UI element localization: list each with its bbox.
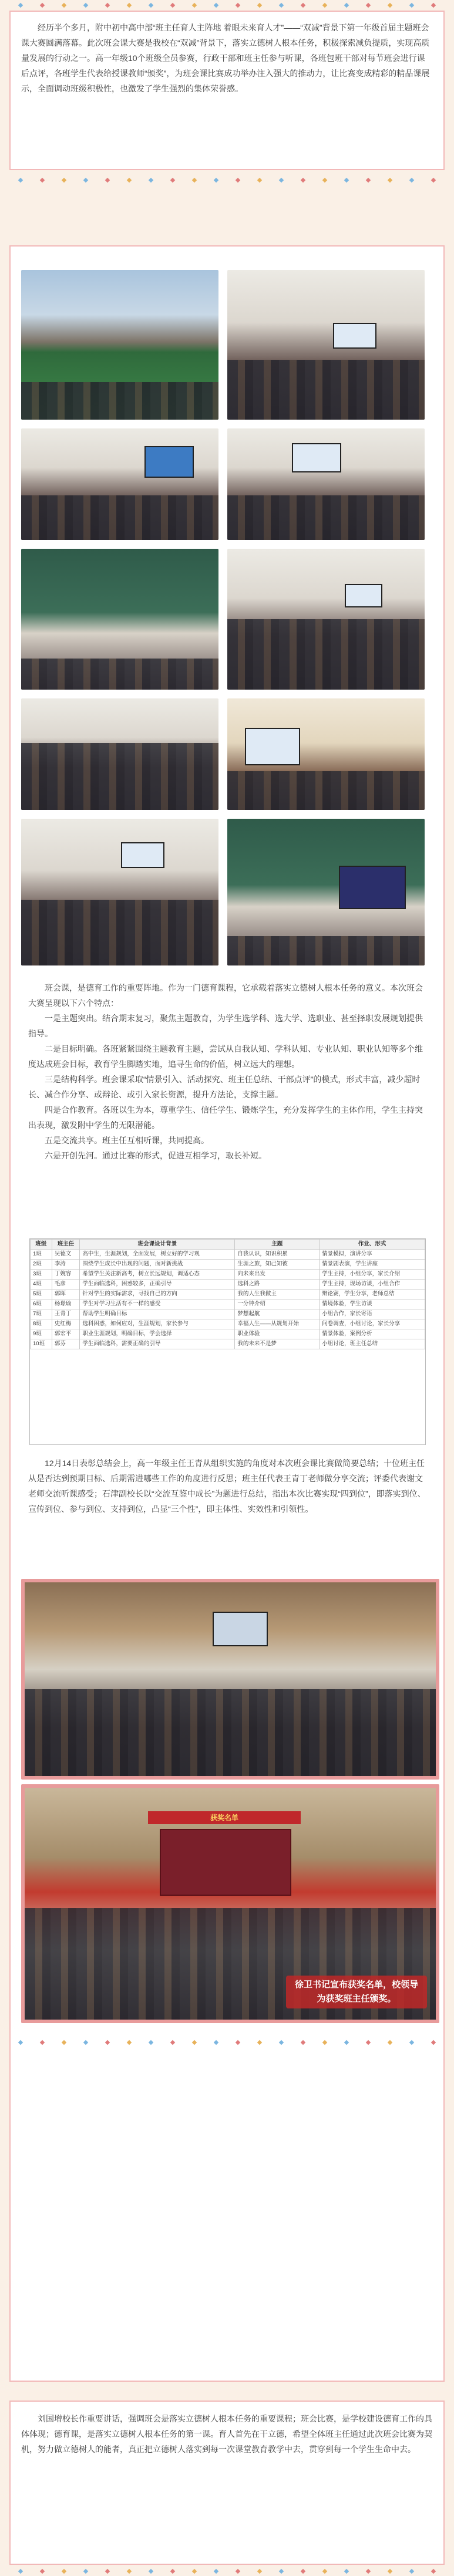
table-cell: 郭芬 (52, 1339, 80, 1349)
table-row (31, 1299, 425, 1309)
table-cell: 学生对学习生活有不一样的感受 (80, 1299, 235, 1309)
table-cell: 7班 (31, 1309, 52, 1319)
table-cell: 5班 (31, 1289, 52, 1299)
characteristic-6: 六是开创先河。通过比赛的形式，促进互相学习，取长补短。 (45, 1151, 267, 1160)
table-cell: 小组合作，家长寄语 (320, 1309, 425, 1319)
award-caption: 徐卫书记宣布获奖名单，校领导为获奖班主任颁奖。 (286, 1976, 427, 2008)
table-header-cell: 班会课设计背景 (80, 1240, 235, 1250)
divider-dots-top (9, 2, 445, 8)
photo-meeting-room (21, 1579, 439, 1780)
table-cell: 一分钟介绍 (235, 1299, 320, 1309)
schedule-table-container (29, 1238, 426, 1445)
table-header-cell: 班主任 (52, 1240, 80, 1250)
table-row (31, 1309, 425, 1319)
table-cell: 2班 (31, 1260, 52, 1270)
photo-classroom-7 (21, 819, 218, 965)
table-cell: 选科之路 (235, 1279, 320, 1289)
characteristic-1: 一是主题突出。结合期末复习，聚焦主题教育，为学生选学科、选大学、选职业、甚至择职发展规划提供指导。 (28, 1014, 423, 1038)
table-cell: 情景体验，案例分析 (320, 1329, 425, 1339)
table-row (31, 1260, 425, 1270)
table-cell: 10班 (31, 1339, 52, 1349)
photo-classroom-3 (227, 428, 425, 540)
table-cell: 小组讨论，班主任总结 (320, 1339, 425, 1349)
table-cell: 杨璟瑜 (52, 1299, 80, 1309)
table-cell: 职业体验 (235, 1329, 320, 1339)
table-cell: 吴德文 (52, 1250, 80, 1260)
table-cell: 情境体验，学生访谈 (320, 1299, 425, 1309)
table-cell: 幸福人生——从规划开始 (235, 1319, 320, 1329)
table-cell: 学生主持，现场访谈，小组合作 (320, 1279, 425, 1289)
table-cell: 学生面临选科，困惑较多，正确引导 (80, 1279, 235, 1289)
characteristic-3: 三是结构科学。班会课采取“情景引入、活动探究、班主任总结、干部点评”的模式，形式丰富，减少超时长、减合作分享、或辩论、或引入家长资源，提升方法论，支撑主题。 (28, 1075, 421, 1099)
table-cell: 职业生涯规划，明确目标，学会选择 (80, 1329, 235, 1339)
table-row (31, 1339, 425, 1349)
table-cell: 自我认识，知识积累 (235, 1250, 320, 1260)
table-cell: 辩论赛，学生分享，老师总结 (320, 1289, 425, 1299)
divider-dots-2 (9, 2040, 445, 2045)
divider-dots-bottom (9, 2568, 445, 2574)
intro-paragraph: 经历半个多月，附中初中高中部“班主任育人主阵地 着眼未来育人才”——“双减”背景下第一年级首届主题班会课大赛圆满落幕。此次班会课大赛是我校在“双减”背景下，落实立德树人根本任务，积极探索减负提质，实现高质量发展的行动之一。高一年级10个班级全员参赛，行政干部和班主任参与听课，各班包班干部对每节班会进行课后点评，各班学生代表给授课教师“颁奖”，为班会课比赛成功举办注入强大的推动力，让比赛变成精彩的精品课展示，全面调动班级积极性，也激发了学生强烈的集体荣誉感。 (21, 23, 430, 93)
photo-classroom-4 (227, 549, 425, 690)
photo-teacher-board (21, 549, 218, 690)
table-header-cell: 主题 (235, 1240, 320, 1250)
photo-classroom-1 (227, 270, 425, 420)
table-cell: 高中生，生涯规划，全面发展，树立好的学习观 (80, 1250, 235, 1260)
table-cell: 针对学生的实际需求，寻找自己的方向 (80, 1289, 235, 1299)
table-cell: 情景模拟，演讲分享 (320, 1250, 425, 1260)
table-cell: 丁婉容 (52, 1270, 80, 1279)
table-cell: 4班 (31, 1279, 52, 1289)
table-cell: 1班 (31, 1250, 52, 1260)
photo-outdoor-assembly (21, 270, 218, 420)
table-row (31, 1270, 425, 1279)
characteristic-4: 四是合作教育。各班以生为本，尊重学生、信任学生、锻炼学生，充分发挥学生的主体作用，学生主持突出表现，激发附中学生的无限潜能。 (28, 1105, 423, 1130)
divider-dots-1 (9, 177, 445, 183)
table-cell: 向未来出发 (235, 1270, 320, 1279)
table-cell: 史红梅 (52, 1319, 80, 1329)
table-cell: 生涯之旅，知己知彼 (235, 1260, 320, 1270)
characteristics-section (18, 980, 436, 1163)
table-cell: 帮助学生明确目标 (80, 1309, 235, 1319)
photo-classroom-8 (227, 819, 425, 965)
table-cell: 郭晖 (52, 1289, 80, 1299)
table-cell: 郭宏平 (52, 1329, 80, 1339)
intro-characteristics: 班会课，是德育工作的重要阵地。作为一门德育课程，它承载着落实立德树人根本任务的意义。本次班会大赛呈现以下六个特点： (28, 983, 423, 1008)
award-banner: 获奖名单 (148, 1811, 301, 1824)
table-row (31, 1289, 425, 1299)
table-cell: 学生主持，小组分享，家长介绍 (320, 1270, 425, 1279)
table-cell: 9班 (31, 1329, 52, 1339)
summary-section (18, 1456, 436, 1517)
table-cell: 学生面临选科，需要正确的引导 (80, 1339, 235, 1349)
photo-award-ceremony (21, 1784, 439, 2023)
table-row (31, 1250, 425, 1260)
summary-paragraph: 12月14日表彰总结会上，高一年级主任王青从组织实施的角度对本次班会课比赛做简要总结；十位班主任从是否达到预期目标、后期需进哪些工作的角度进行反思；班主任代表王青丁老师做分享交流；评委代表谢文老师交流听课感受；石津副校长以“交流互鉴中成长”为题进行总结，指出本次比赛实现“四到位”，即落实到位、宣传到位、参与到位、支持到位，凸显“三个性”，即主体性、实效性和引领性。 (28, 1459, 426, 1514)
closing-card (9, 2401, 445, 2565)
table-cell: 选科困惑，如何应对，生涯规划，家长参与 (80, 1319, 235, 1329)
table-row (31, 1319, 425, 1329)
closing-paragraph: 刘国增校长作重要讲话，强调班会是落实立德树人根本任务的重要课程；班会比赛，是学校建设德育工作的具体体现；德育课，是落实立德树人根本任务的第一课。育人首先在干立德，希望全体班主任通过此次班会比赛为契机，努力做立德树人的能者，真正把立德树人落实到每一次课堂教育教学中去，贯穿到每一个学生生命中去。 (21, 2414, 432, 2454)
table-cell: 情景剧表演，学生讲座 (320, 1260, 425, 1270)
table-cell: 我的未来不是梦 (235, 1339, 320, 1349)
table-row (31, 1279, 425, 1289)
characteristic-2: 二是目标明确。各班紧紧围绕主题教育主题，尝试从自我认知、学科认知、专业认知、职业认知等多个维度达成班会目标，教育学生脚踏实地，追寻生命的价值，树立远大的理想。 (28, 1044, 423, 1069)
table-cell: 围绕学生成长中出现的问题，面对新挑战 (80, 1260, 235, 1270)
table-cell: 我的人生我做主 (235, 1289, 320, 1299)
table-cell: 8班 (31, 1319, 52, 1329)
table-cell: 问卷调查，小组讨论，家长分享 (320, 1319, 425, 1329)
photo-classroom-2 (21, 428, 218, 540)
table-cell: 李涛 (52, 1260, 80, 1270)
schedule-table (30, 1239, 425, 1349)
table-cell: 毛彦 (52, 1279, 80, 1289)
table-row (31, 1329, 425, 1339)
intro-card (9, 11, 445, 170)
table-header-cell: 班级 (31, 1240, 52, 1250)
characteristic-5: 五是交流共享。班主任互相听课，共同提高。 (45, 1136, 209, 1145)
table-cell: 希望学生关注新高考，树立长远规划，调适心态 (80, 1270, 235, 1279)
photo-classroom-6 (227, 698, 425, 810)
table-cell: 3班 (31, 1270, 52, 1279)
photo-classroom-5 (21, 698, 218, 810)
table-cell: 梦想起航 (235, 1309, 320, 1319)
table-cell: 王青丁 (52, 1309, 80, 1319)
table-header-cell: 作业、形式 (320, 1240, 425, 1250)
table-cell: 6班 (31, 1299, 52, 1309)
